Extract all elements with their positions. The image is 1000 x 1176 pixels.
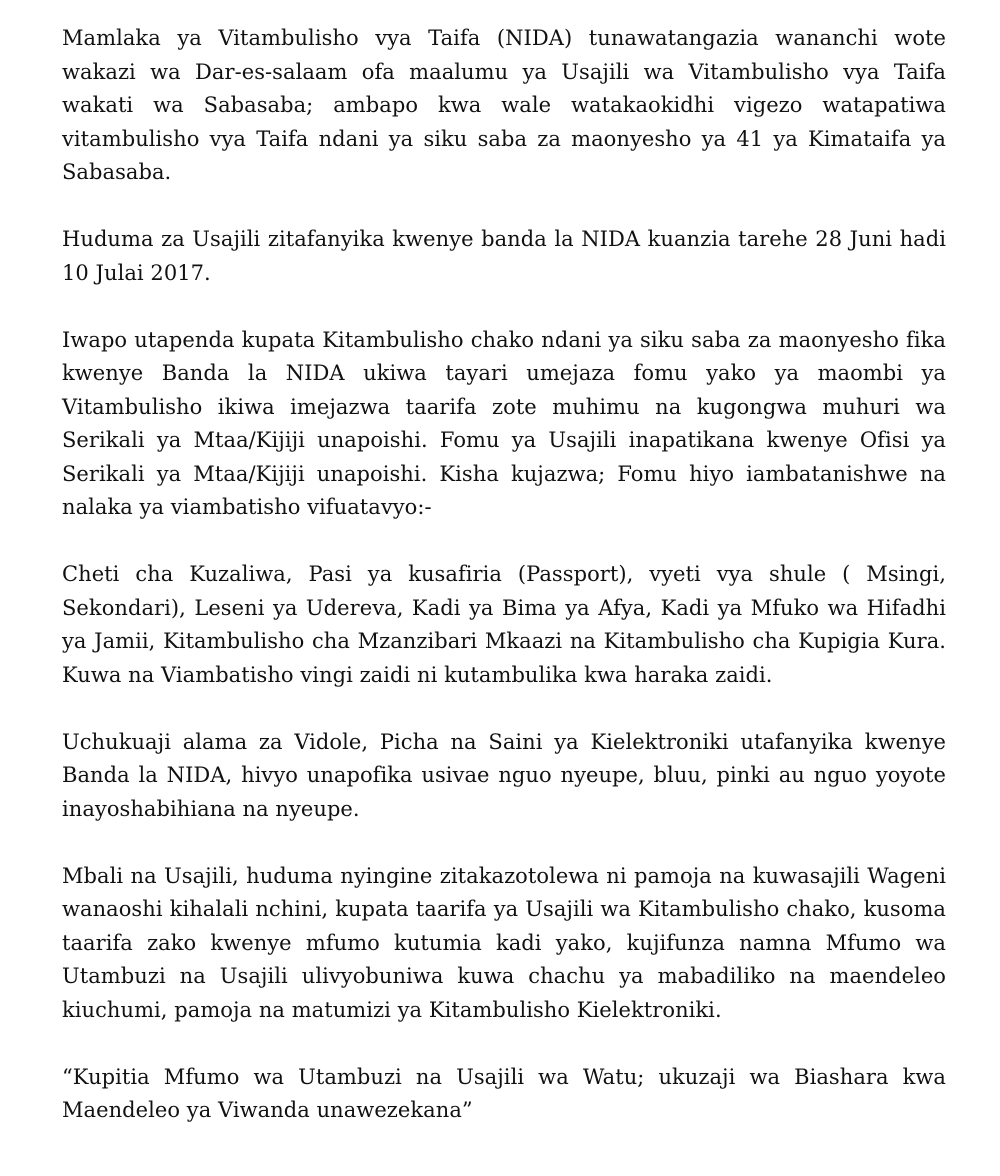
document-page <box>62 22 946 1128</box>
paragraph-biometrics-notice: Uchukuaji alama za Vidole, Picha na Saini ya Kielektroniki utafanyika kwenye Banda la NIDA, hivyo unapofika usivae nguo nyeupe, bluu, pinki au nguo yoyote inayoshabihiana na nyeupe. <box>62 729 946 821</box>
paragraph-other-services: Mbali na Usajili, huduma nyingine zitakazotolewa ni pamoja na kuwasajili Wageni wanaoshi kihalali nchini, kupata taarifa ya Usajili wa Kitambulisho chako, kusoma taarifa zako kwenye mfumo kutumia kadi yako, kujifunza namna Mfumo wa Utambuzi na Usajili ulivyobuniwa kuwa chachu ya mabadiliko na maendeleo kiuchumi, pamoja na matumizi ya Kitambulisho Kielektroniki. <box>62 863 946 1022</box>
paragraph-announcement: Mamlaka ya Vitambulisho vya Taifa (NIDA) tunawatangazia wananchi wote wakazi wa Dar-es-salaam ofa maalumu ya Usajili wa Vitambulisho vya Taifa wakati wa Sabasaba; ambapo kwa wale watakaokidhi vigezo watapatiwa vitambulisho vya Taifa ndani ya siku saba za maonyesho ya 41 ya Kimataifa ya Sabasaba. <box>62 26 946 184</box>
paragraph-slogan: “Kupitia Mfumo wa Utambuzi na Usajili wa Watu; ukuzaji wa Biashara kwa Maendeleo ya Viwanda unawezekana” <box>62 1064 946 1122</box>
paragraph-required-attachments: Cheti cha Kuzaliwa, Pasi ya kusafiria (Passport), vyeti vya shule ( Msingi, Sekondari), Leseni ya Udereva, Kadi ya Bima ya Afya, Kadi ya Mfuko wa Hifadhi ya Jamii, Kitambulisho cha Mzanzibari Mkaazi na Kitambulisho cha Kupigia Kura. Kuwa na Viambatisho vingi zaidi ni kutambulika kwa haraka zaidi. <box>62 562 946 687</box>
paragraph-registration-dates: Huduma za Usajili zitafanyika kwenye banda la NIDA kuanzia tarehe 28 Juni hadi 10 Julai 2017. <box>62 227 946 285</box>
paragraph-application-instructions: Iwapo utapenda kupata Kitambulisho chako ndani ya siku saba za maonyesho fika kwenye Banda la NIDA ukiwa tayari umejaza fomu yako ya maombi ya Vitambulisho ikiwa imejazwa taarifa zote muhimu na kugongwa muhuri wa Serikali ya Mtaa/Kijiji unapoishi. Fomu ya Usajili inapatikana kwenye Ofisi ya Serikali ya Mtaa/Kijiji unapoishi. Kisha kujazwa; Fomu hiyo iambatanishwe na nalaka ya viambatisho vifuatavyo:- <box>62 327 946 519</box>
